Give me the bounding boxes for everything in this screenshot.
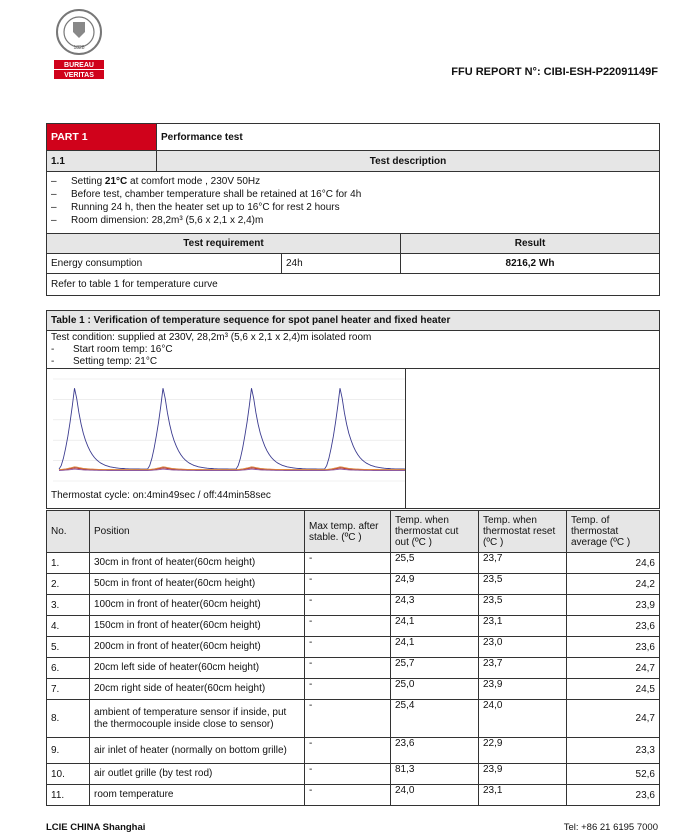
row-avg: 52,6 xyxy=(567,764,660,785)
row-reset: 23,7 xyxy=(479,658,567,679)
logo-band-2: VERITAS xyxy=(64,72,94,79)
condition-text: Test condition: supplied at 230V, 28,2m³ (5,6 x 2,1 x 2,4)m isolated room xyxy=(51,332,372,343)
logo-year: 1828 xyxy=(73,45,85,51)
row-cut: 25,5 xyxy=(391,553,479,574)
table-row xyxy=(47,553,660,574)
row-no: 4. xyxy=(47,616,90,637)
test-condition xyxy=(47,331,660,369)
row-position: 50cm in front of heater(60cm height) xyxy=(90,574,305,595)
part-title: Performance test xyxy=(157,124,660,151)
row-avg: 23,6 xyxy=(567,616,660,637)
condition-item: - Start room temp: 16°C xyxy=(51,344,173,355)
temperature-chart xyxy=(47,369,405,487)
row-avg: 24,7 xyxy=(567,658,660,679)
row-position: air outlet grille (by test rod) xyxy=(90,764,305,785)
row-avg: 24,6 xyxy=(567,553,660,574)
result-value: 8216,2 Wh xyxy=(401,254,660,274)
bullet-item: – Setting 21°C at comfort mode , 230V 50Hz xyxy=(51,176,261,187)
row-no: 7. xyxy=(47,679,90,700)
row-max: - xyxy=(305,595,391,616)
row-avg: 23,3 xyxy=(567,738,660,764)
condition-item: - Setting temp: 21°C xyxy=(51,356,158,367)
row-cut: 25,0 xyxy=(391,679,479,700)
row-position: 20cm right side of heater(60cm height) xyxy=(90,679,305,700)
chart-series-line xyxy=(59,388,405,469)
part1-table xyxy=(46,123,660,296)
row-max: - xyxy=(305,738,391,764)
table1-title: Table 1 : Verification of temperature sequence for spot panel heater and fixed heater xyxy=(47,311,660,331)
row-reset: 22,9 xyxy=(479,738,567,764)
row-cut: 23,6 xyxy=(391,738,479,764)
row-avg: 24,7 xyxy=(567,700,660,738)
row-reset: 23,5 xyxy=(479,574,567,595)
table-row xyxy=(47,658,660,679)
bureau-veritas-logo xyxy=(52,8,106,80)
row-avg: 23,9 xyxy=(567,595,660,616)
row-cut: 24,3 xyxy=(391,595,479,616)
subsection-title: Test description xyxy=(157,151,660,172)
bullet-item: – Before test, chamber temperature shall be retained at 16°C for 4h xyxy=(51,189,362,200)
col-header-cut: Temp. when thermostat cut out (ºC ) xyxy=(391,511,479,553)
row-no: 9. xyxy=(47,738,90,764)
row-no: 3. xyxy=(47,595,90,616)
table-row xyxy=(47,738,660,764)
thermostat-cycle: Thermostat cycle: on:4min49sec / off:44min58sec xyxy=(51,490,271,501)
table-row xyxy=(47,574,660,595)
bullet-item: – Running 24 h, then the heater set up to 16°C for rest 2 hours xyxy=(51,202,340,213)
footer-phone: Tel: +86 21 6195 7000 xyxy=(563,822,658,833)
bullet-item: – Room dimension: 28,2m³ (5,6 x 2,1 x 2,4)m xyxy=(51,215,264,226)
row-max: - xyxy=(305,785,391,806)
row-position: 100cm in front of heater(60cm height) xyxy=(90,595,305,616)
requirement-label: Energy consumption xyxy=(47,254,282,274)
table-row xyxy=(47,595,660,616)
row-reset: 23,5 xyxy=(479,595,567,616)
row-position: ambient of temperature sensor if inside, put the thermocouple inside close to sensor) xyxy=(90,700,305,738)
row-max: - xyxy=(305,637,391,658)
row-cut: 24,1 xyxy=(391,616,479,637)
temperature-table xyxy=(46,510,660,806)
logo-band-1: BUREAU xyxy=(64,62,94,69)
col-header-avg: Temp. of thermostat average (ºC ) xyxy=(567,511,660,553)
table-row xyxy=(47,637,660,658)
table-row xyxy=(47,679,660,700)
report-number: FFU REPORT N°: CIBI-ESH-P22091149F xyxy=(451,66,658,78)
requirement-value: 24h xyxy=(282,254,401,274)
row-no: 6. xyxy=(47,658,90,679)
row-no: 2. xyxy=(47,574,90,595)
table-row xyxy=(47,616,660,637)
col-header-position: Position xyxy=(90,511,305,553)
row-no: 1. xyxy=(47,553,90,574)
subsection-number: 1.1 xyxy=(47,151,157,172)
test-description-list xyxy=(47,172,660,234)
col-header-max: Max temp. after stable. (ºC ) xyxy=(305,511,391,553)
row-reset: 23,0 xyxy=(479,637,567,658)
table-row xyxy=(47,785,660,806)
row-position: 200cm in front of heater(60cm height) xyxy=(90,637,305,658)
row-cut: 24,0 xyxy=(391,785,479,806)
col-header-no: No. xyxy=(47,511,90,553)
table1-block xyxy=(46,310,660,509)
part-label: PART 1 xyxy=(47,124,157,151)
row-position: air inlet of heater (normally on bottom grille) xyxy=(90,738,305,764)
row-reset: 24,0 xyxy=(479,700,567,738)
footer-lab: LCIE CHINA Shanghai xyxy=(46,822,146,833)
table-row xyxy=(47,700,660,738)
row-no: 11. xyxy=(47,785,90,806)
result-header: Result xyxy=(401,234,660,254)
test-requirement-header: Test requirement xyxy=(47,234,401,254)
row-avg: 24,5 xyxy=(567,679,660,700)
row-max: - xyxy=(305,658,391,679)
row-no: 10. xyxy=(47,764,90,785)
row-avg: 23,6 xyxy=(567,637,660,658)
row-cut: 24,9 xyxy=(391,574,479,595)
row-max: - xyxy=(305,553,391,574)
row-max: - xyxy=(305,616,391,637)
row-max: - xyxy=(305,679,391,700)
row-reset: 23,9 xyxy=(479,679,567,700)
row-position: 150cm in front of heater(60cm height) xyxy=(90,616,305,637)
row-max: - xyxy=(305,764,391,785)
col-header-reset: Temp. when thermostat reset (ºC ) xyxy=(479,511,567,553)
row-cut: 25,4 xyxy=(391,700,479,738)
row-position: room temperature xyxy=(90,785,305,806)
row-reset: 23,9 xyxy=(479,764,567,785)
row-reset: 23,7 xyxy=(479,553,567,574)
chart-blank xyxy=(406,369,660,509)
row-position: 20cm left side of heater(60cm height) xyxy=(90,658,305,679)
refer-note: Refer to table 1 for temperature curve xyxy=(47,274,660,296)
row-cut: 25,7 xyxy=(391,658,479,679)
row-reset: 23,1 xyxy=(479,785,567,806)
row-avg: 23,6 xyxy=(567,785,660,806)
row-position: 30cm in front of heater(60cm height) xyxy=(90,553,305,574)
row-avg: 24,2 xyxy=(567,574,660,595)
table-row xyxy=(47,764,660,785)
row-no: 5. xyxy=(47,637,90,658)
row-max: - xyxy=(305,574,391,595)
row-max: - xyxy=(305,700,391,738)
row-reset: 23,1 xyxy=(479,616,567,637)
row-cut: 24,1 xyxy=(391,637,479,658)
chart-cell xyxy=(47,369,406,509)
row-no: 8. xyxy=(47,700,90,738)
row-cut: 81,3 xyxy=(391,764,479,785)
